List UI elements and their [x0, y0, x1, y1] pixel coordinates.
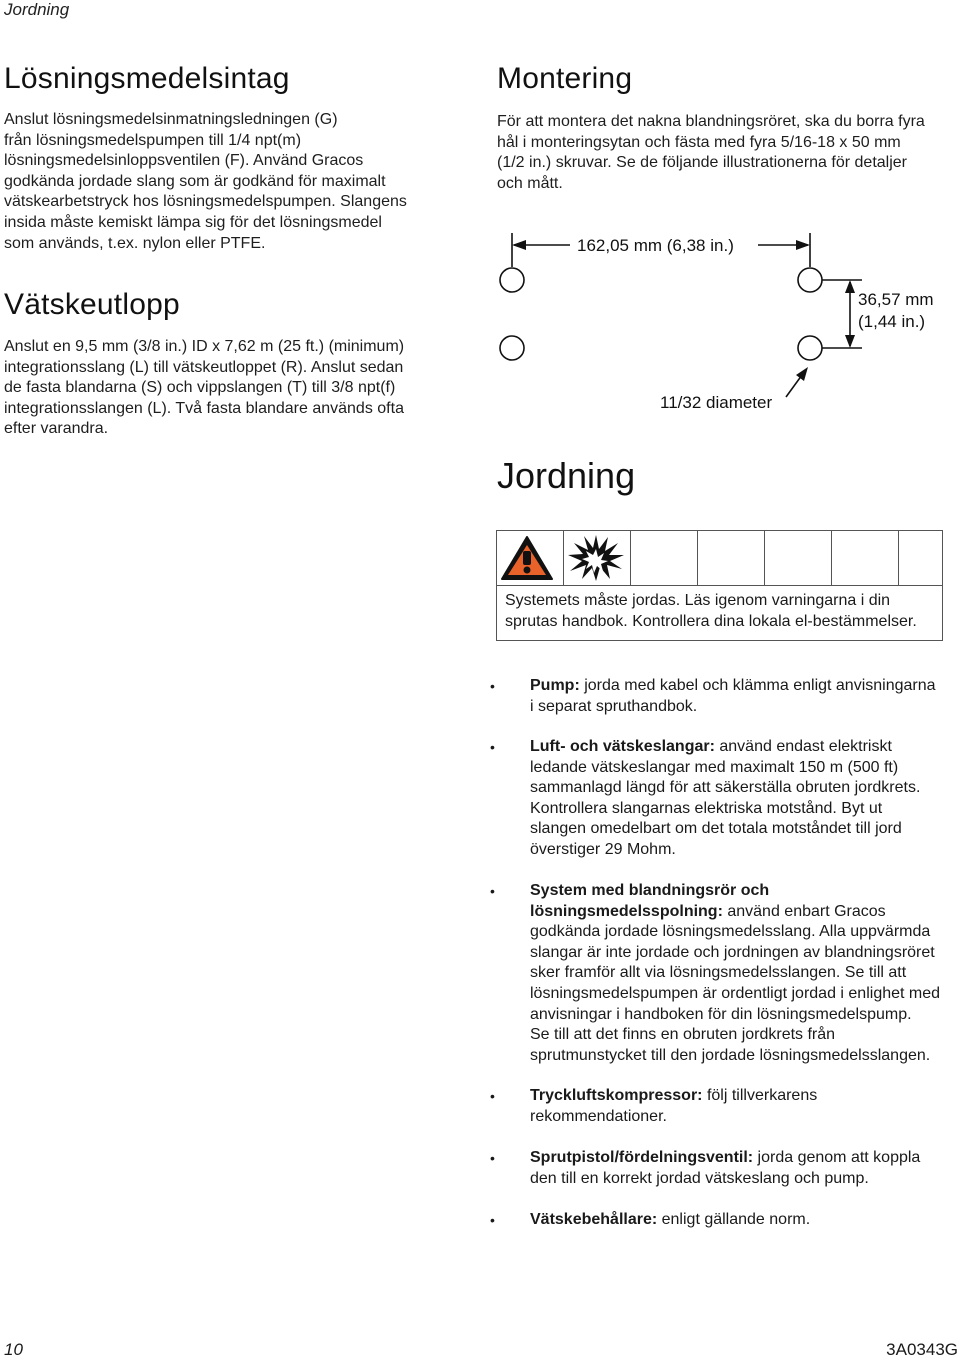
- text-line: Se till att det finns en obruten jordkrets från: [530, 1026, 836, 1044]
- explosion-icon: [564, 531, 628, 584]
- text-line: För att montera det nakna blandningsröret, ska du borra fyra: [497, 113, 925, 130]
- warning-box: [496, 530, 944, 646]
- warning-icon-row: [496, 530, 943, 586]
- text-line: de fasta blandarna (S) och vippslangen (T) till 3/8 npt(f): [4, 379, 396, 397]
- text-line: anvisningar i handboken för din lösningsmedelspump.: [530, 1005, 912, 1023]
- text-line: Kontrollera slangarnas elektriska motstånd. Byt ut: [530, 799, 883, 817]
- arrowhead-down: [845, 335, 855, 348]
- paragraph-losningsmedelsintag: [4, 110, 444, 254]
- document-code: 3A0343G: [886, 1340, 958, 1359]
- text-line: använd enbart Gracos: [722, 902, 886, 920]
- heading-losningsmedelsintag: Lösningsmedelsintag: [4, 62, 290, 95]
- text-line: efter varandra.: [4, 420, 109, 438]
- bullet-icon: •: [490, 883, 495, 899]
- heading-jordning: Jordning: [497, 455, 636, 496]
- diameter-leader-line: [786, 375, 802, 397]
- paragraph-montering: [497, 112, 952, 194]
- text-line: överstiger 29 Mohm.: [530, 840, 676, 858]
- list-item: [490, 737, 960, 861]
- mounting-hole-bottom-left: [500, 336, 524, 360]
- warning-cell-empty: [631, 531, 698, 585]
- list-item: [490, 676, 960, 717]
- text-line: jorda genom att koppla: [753, 1149, 921, 1166]
- text-line: godkända jordade slang som är godkänd för maximalt: [4, 172, 386, 190]
- text-line: (1/2 in.) skruvar. Se de följande illustrationerna för detaljer: [497, 154, 907, 172]
- mounting-hole-bottom-right: [798, 336, 822, 360]
- text-line: Anslut lösningsmedelsinmatningsledningen (G): [4, 111, 338, 128]
- bullet-term: Tryckluftskompressor:: [530, 1087, 703, 1104]
- text-line: lösningsmedelspumpen är ordentligt jordad i enlighet med: [530, 984, 941, 1002]
- list-item: [490, 1148, 960, 1189]
- warning-cell: [497, 531, 564, 585]
- warning-cell-empty: [832, 531, 899, 585]
- text-line: rekommendationer.: [530, 1107, 667, 1125]
- bullet-icon: •: [490, 1212, 495, 1228]
- text-line: jorda med kabel och klämma enligt anvisningarna: [579, 677, 936, 694]
- page-number: 10: [4, 1340, 23, 1359]
- heading-vatskeutlopp: Vätskeutlopp: [4, 288, 180, 321]
- text-line: sprutmunstycket till den jordade lösningsmedelsslangen.: [530, 1046, 931, 1064]
- text-line: sker framför allt via lösningsmedelsslangen. Se till att: [530, 964, 907, 982]
- arrowhead-left: [512, 240, 526, 250]
- text-line: Anslut en 9,5 mm (3/8 in.) ID x 7,62 m (25 ft.) (minimum): [4, 338, 405, 355]
- bullet-term: Vätskebehållare:: [530, 1211, 658, 1228]
- text-line: slangen omedelbart om det totala motståndet till jord: [530, 820, 902, 838]
- text-line: sprutas handbok. Kontrollera dina lokala el-bestämmelser.: [505, 612, 917, 630]
- warning-cell-empty: [698, 531, 765, 585]
- text-line: som används, t.ex. nylon eller PTFE.: [4, 234, 266, 252]
- text-line: godkända jordade lösningsmedelsslang. Alla uppvärmda: [530, 923, 931, 941]
- width-dimension-label: 162,05 mm (6,38 in.): [577, 236, 734, 255]
- bullet-term: Pump:: [530, 677, 580, 694]
- bullet-term: lösningsmedelsspolning:: [530, 902, 723, 920]
- bullet-term: System med blandningsrör och: [530, 882, 770, 899]
- warning-cell: [564, 531, 631, 585]
- warning-triangle-icon: [497, 531, 561, 584]
- warning-cell-empty: [899, 531, 942, 585]
- text-line: slangar är inte jordade och jordningen av blandningsröret: [530, 943, 935, 961]
- text-line: följ tillverkarens: [702, 1087, 818, 1104]
- bullet-icon: •: [490, 1150, 495, 1166]
- arrowhead-up: [845, 280, 855, 293]
- warning-text: [496, 585, 943, 641]
- text-line: i separat spruthandbok.: [530, 697, 698, 715]
- list-item: [490, 881, 960, 1066]
- text-line: ledande vätskeslangar med maximalt 150 m (500 ft): [530, 758, 899, 776]
- paragraph-vatskeutlopp: [4, 337, 444, 440]
- text-line: lösningsmedelsinloppsventilen (F). Använd Gracos: [4, 152, 364, 170]
- text-line: hål i monteringsytan och fästa med fyra 5/16-18 x 50 mm: [497, 133, 901, 151]
- list-item: [490, 1210, 960, 1231]
- text-line: den till en korrekt jordad vätskeslang och pump.: [530, 1169, 869, 1187]
- height-dimension-label-mm: 36,57 mm: [858, 290, 934, 309]
- text-line: Systemets måste jordas. Läs igenom varningarna i din: [505, 592, 891, 609]
- list-item: [490, 1086, 960, 1127]
- text-line: integrationsslang (L) till vätskeutloppet (R). Anslut sedan: [4, 358, 404, 376]
- text-line: och mått.: [497, 174, 563, 192]
- hole-diameter-label: 11/32 diameter: [660, 393, 773, 412]
- mounting-hole-top-right: [798, 268, 822, 292]
- arrowhead-right: [796, 240, 810, 250]
- bullet-term: Luft- och vätskeslangar:: [530, 738, 715, 755]
- bullet-term: Sprutpistol/fördelningsventil:: [530, 1149, 754, 1166]
- text-line: från lösningsmedelspumpen till 1/4 npt(m): [4, 131, 302, 149]
- running-header: Jordning: [4, 0, 70, 19]
- mounting-hole-top-left: [500, 268, 524, 292]
- arrowhead-diameter: [796, 367, 808, 381]
- text-line: sammanlagd längd för att säkerställa obruten jordkrets.: [530, 779, 921, 797]
- text-line: insida måste kemiskt lämpa sig för det lösningsmedel: [4, 213, 382, 231]
- warning-cell-empty: [765, 531, 832, 585]
- text-line: vätskearbetstryck hos lösningsmedelspumpen. Slangens: [4, 193, 407, 211]
- text-line: använd endast elektriskt: [714, 738, 892, 755]
- bullet-icon: •: [490, 1088, 495, 1104]
- bullet-icon: •: [490, 678, 495, 694]
- text-line: enligt gällande norm.: [657, 1211, 811, 1228]
- text-line: integrationsslangen (L). Två fasta blandare används ofta: [4, 399, 404, 417]
- height-dimension-label-in: (1,44 in.): [858, 312, 926, 331]
- heading-montering: Montering: [497, 62, 633, 95]
- bullet-icon: •: [490, 739, 495, 755]
